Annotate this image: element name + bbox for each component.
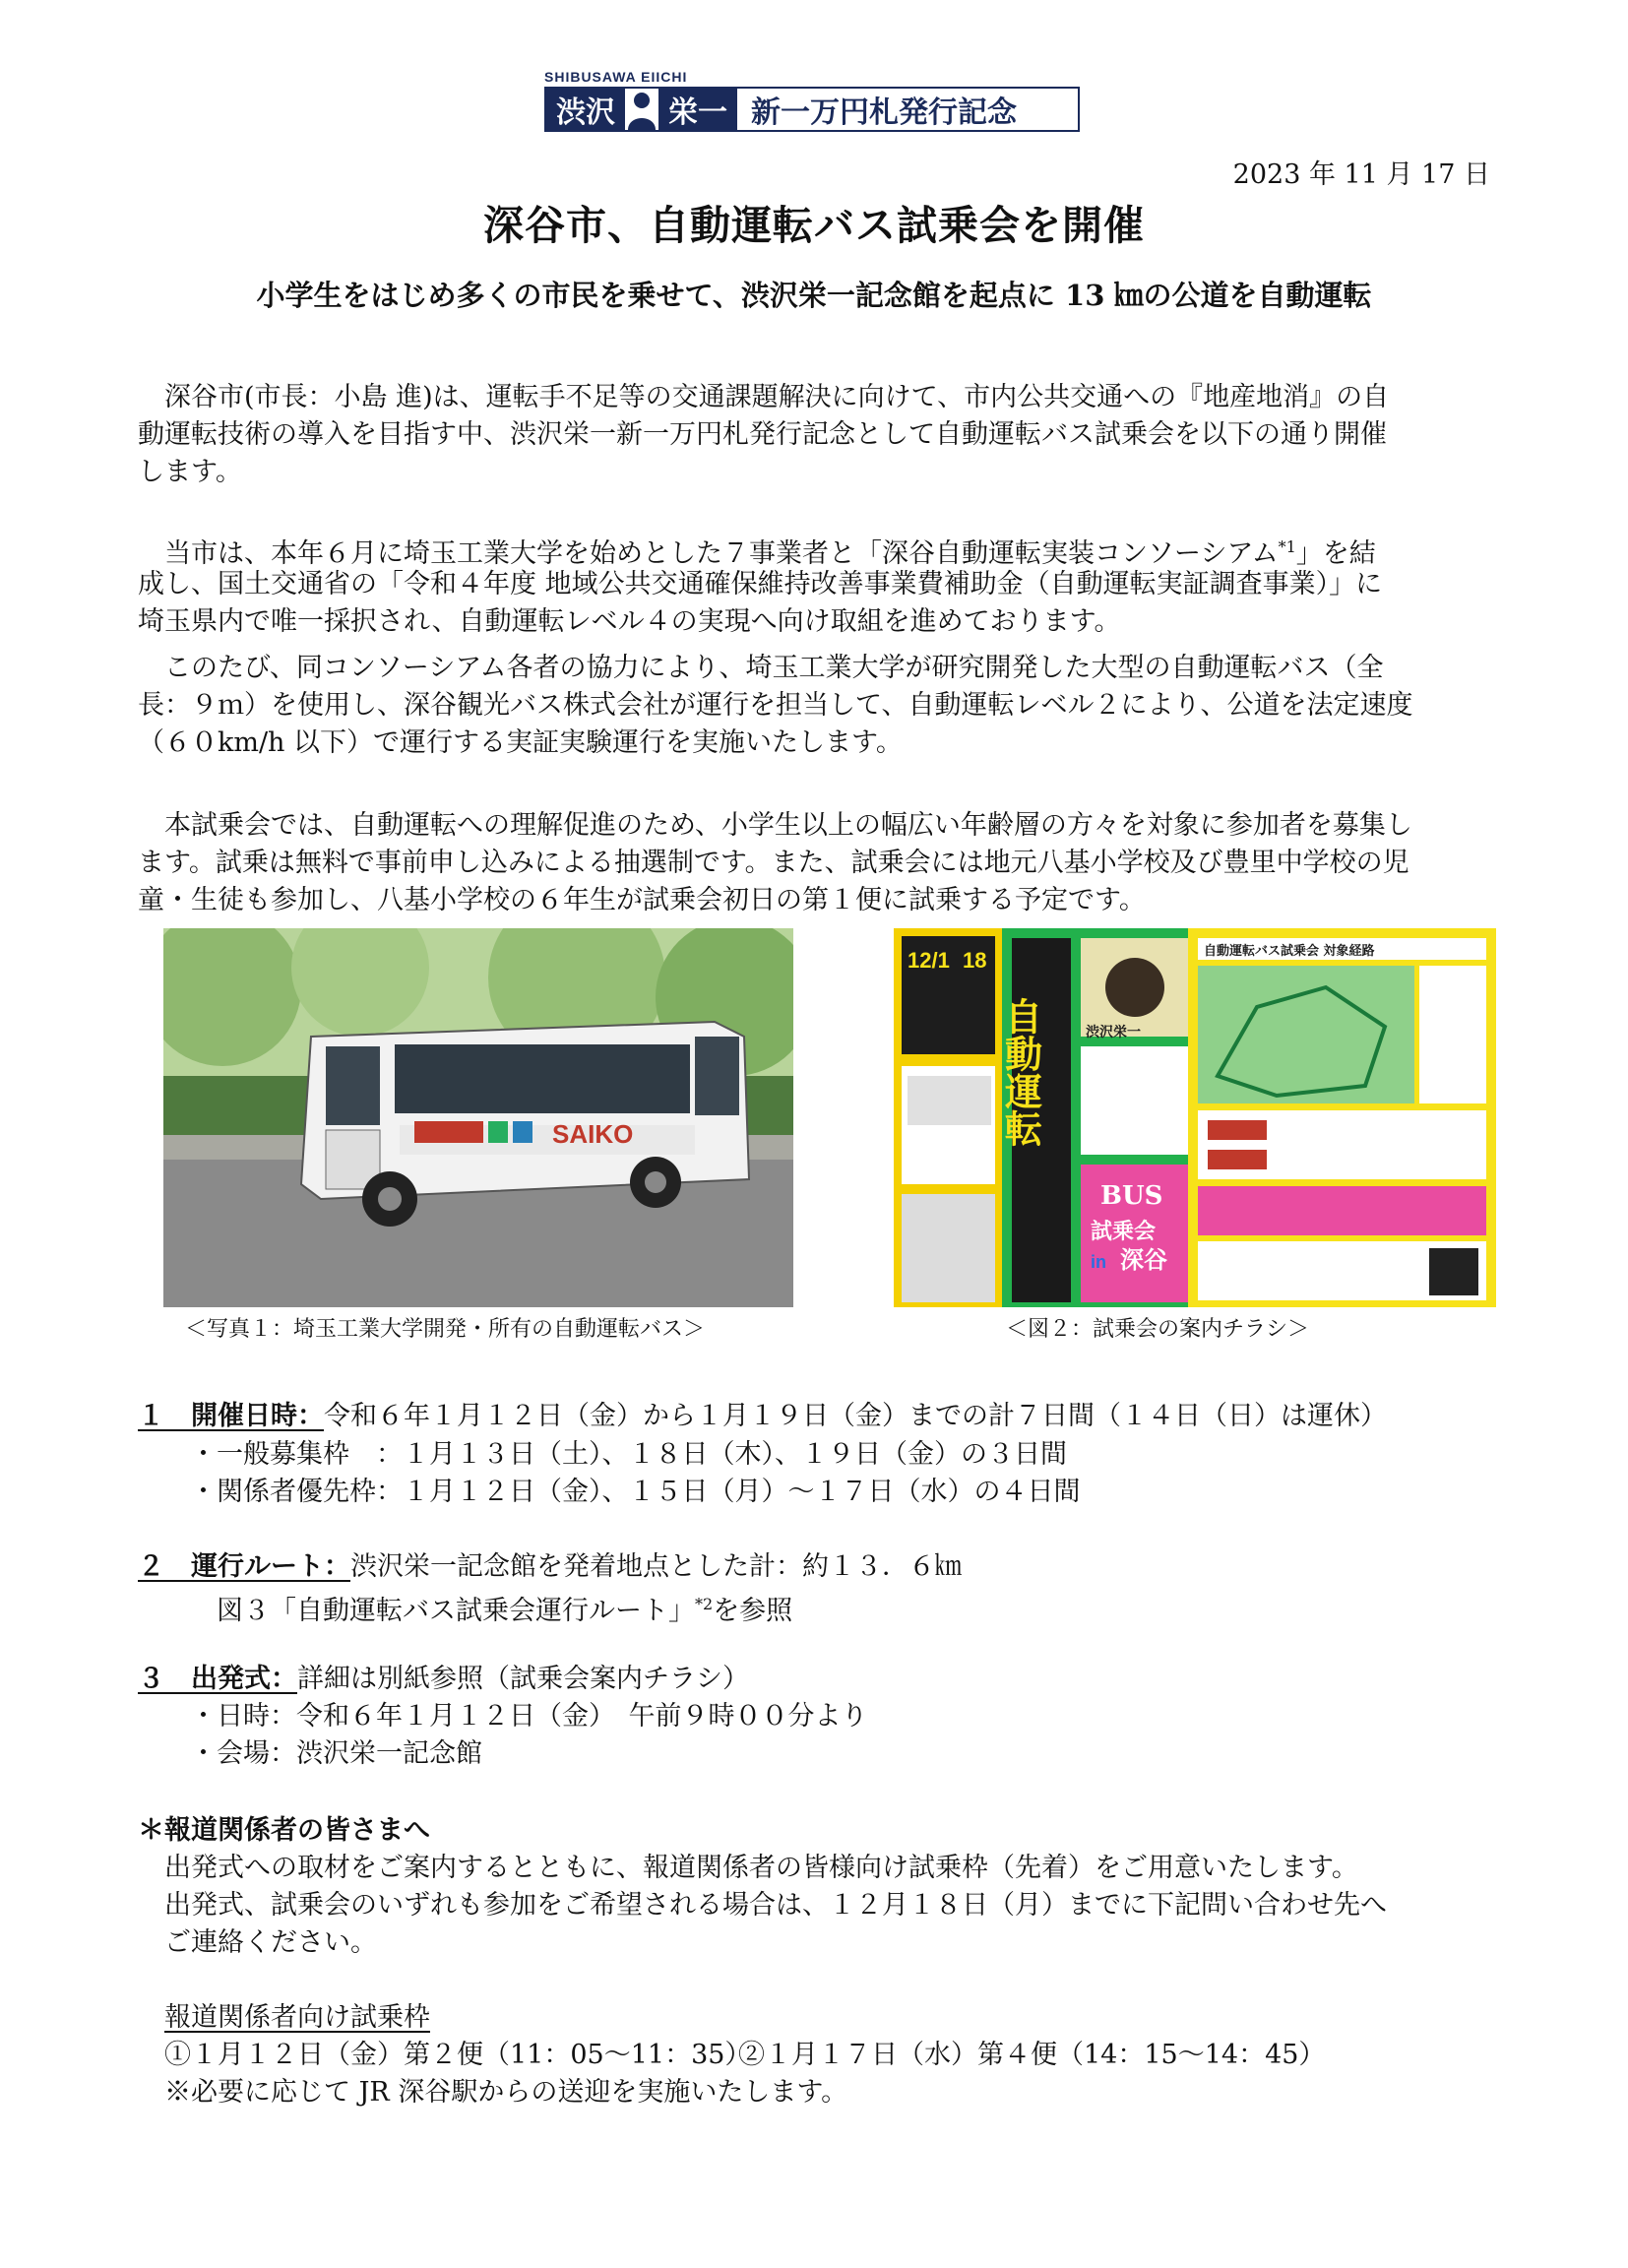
bus-photo (163, 928, 793, 1307)
flyer-map-title: 自動運転バス試乗会 対象経路 (1204, 944, 1375, 959)
flyer-title-2: BUS (1100, 1181, 1163, 1211)
press-slot-2: ②１月１７日（水）第４便（14：15～14：45） (738, 2040, 1326, 2070)
press-note: ※必要に応じて JR 深谷駅からの送迎を実施いたします。 (164, 2077, 848, 2108)
section-2-reference: 図３「自動運転バス試乗会運行ルート」$^{*2}$を参照 (217, 1595, 793, 1626)
flyer-title-3: 試乗会 (1091, 1219, 1157, 1244)
logo-name-2: 栄一 (658, 89, 737, 130)
press-slot-1: ①１月１２日（金）第２便（11：05～11：35） (164, 2040, 752, 2070)
press-line-1: 出発式への取材をご案内するとともに、報道関係者の皆様向け試乗枠（先着）をご用意いたします。 (164, 1853, 1358, 1883)
logo-name-1: 渋沢 (546, 89, 625, 130)
flyer-title-5: 深谷 (1120, 1245, 1167, 1274)
body-p3-line3: （６０km/h 以下）で運行する実証実験運行を実施いたします。 (138, 727, 903, 758)
body-p4-line2: ます。試乗は無料で事前申し込みによる抽選制です。また、試乗会には地元八基小学校及び豊里中学校の児 (138, 848, 1409, 878)
section-3-header: ３ 出発式：詳細は別紙参照（試乗会案内チラシ） (138, 1664, 749, 1694)
section-1-header: １ 開催日時：令和６年１月１２日（金）から１月１９日（金）までの計７日間（１４日（日）は運休） (138, 1401, 1387, 1431)
press-line-2: 出発式、試乗会のいずれも参加をご希望される場合は、１２月１８日（月）までに下記問い合わせ先へ (164, 1890, 1387, 1921)
logo-romaji: SHIBUSAWA EIICHI (544, 69, 688, 85)
press-line-3: ご連絡ください。 (164, 1927, 377, 1958)
body-p1-line3: します。 (138, 457, 242, 487)
flyer-caption: ＜図２：試乗会の案内チラシ＞ (1006, 1317, 1310, 1342)
section-3-item-datetime: ・日時：令和６年１月１２日（金） 午前９時００分より (190, 1701, 868, 1732)
flyer-front (894, 928, 1200, 1307)
page-title: 深谷市、自動運転バス試乗会を開催 (483, 202, 1145, 249)
flyer-dates-to-text: 18 (963, 948, 987, 973)
release-date: 2023 年 11 月 17 日 (1232, 159, 1490, 190)
body-p2-line1: 当市は、本年６月に埼玉工業大学を始めとした７事業者と「深谷自動運転実装コンソーシアム$^{*1}$」を結 (164, 537, 1376, 569)
press-slot-heading: 報道関係者向け試乗枠 (164, 2002, 430, 2033)
flyer-title-4: in (1091, 1252, 1106, 1272)
section-1-item-general: ・一般募集枠 ：１月１３日（土）、１８日（木）、１９日（金）の３日間 (190, 1439, 1067, 1470)
section-3-item-venue: ・会場：渋沢栄一記念館 (190, 1738, 482, 1769)
commemoration-logo (544, 69, 1080, 134)
page-subtitle: 小学生をはじめ多くの市民を乗せて、渋沢栄一記念館を起点に 13 ㎞の公道を自動運転 (256, 279, 1372, 312)
flyer-dates-text: 12/1 (908, 948, 950, 973)
body-p4-line3: 童・生徒も参加し、八基小学校の６年生が試乗会初日の第１便に試乗する予定です。 (138, 885, 1146, 915)
logo-box (544, 87, 1080, 132)
photo-caption: ＜写真１：埼玉工業大学開発・所有の自動運転バス＞ (185, 1317, 706, 1342)
body-p1-line1: 深谷市(市長：小島 進)は、運転手不足等の交通課題解決に向けて、市内公共交通への『地産地消』の自 (164, 382, 1390, 412)
body-p3-line1: このたび、同コンソーシアム各者の協力により、埼玉工業大学が研究開発した大型の自動運転バス（全 (164, 653, 1384, 683)
body-p2-line2: 成し、国土交通省の「令和４年度 地域公共交通確保維持改善事業費補助金（自動運転実証調査事業）」に (138, 569, 1383, 599)
body-p1-line2: 動運転技術の導入を目指す中、渋沢栄一新一万円札発行記念として自動運転バス試乗会を以下の通り開催 (138, 419, 1387, 450)
logo-subtitle: 新一万円札発行記念 (751, 96, 1017, 129)
section-2-header: ２ 運行ルート：渋沢栄一記念館を発着地点とした計：約１３．６㎞ (138, 1551, 962, 1582)
section-1-item-priority: ・関係者優先枠：１月１２日（金）、１５日（月）～１７日（水）の４日間 (190, 1477, 1081, 1507)
portrait-silhouette-icon (625, 89, 658, 130)
body-p2-line3: 埼玉県内で唯一採択され、自動運転レベル４の実現へ向け取組を進めております。 (138, 606, 1121, 637)
body-p4-line1: 本試乗会では、自動運転への理解促進のため、小学生以上の幅広い年齢層の方々を対象に参加者を募集し (164, 810, 1412, 841)
flyer-side-name: 渋沢栄一 (1086, 1025, 1141, 1040)
press-heading: ＊報道関係者の皆さまへ (138, 1815, 430, 1846)
flyer-back (1188, 928, 1496, 1307)
body-p3-line2: 長：９ｍ）を使用し、深谷観光バス株式会社が運行を担当して、自動運転レベル２により、公道を法定速度 (138, 690, 1413, 721)
bus-brand-text: SAIKO (552, 1119, 634, 1149)
flyer-title-1: 自動運転 (998, 997, 1043, 1147)
